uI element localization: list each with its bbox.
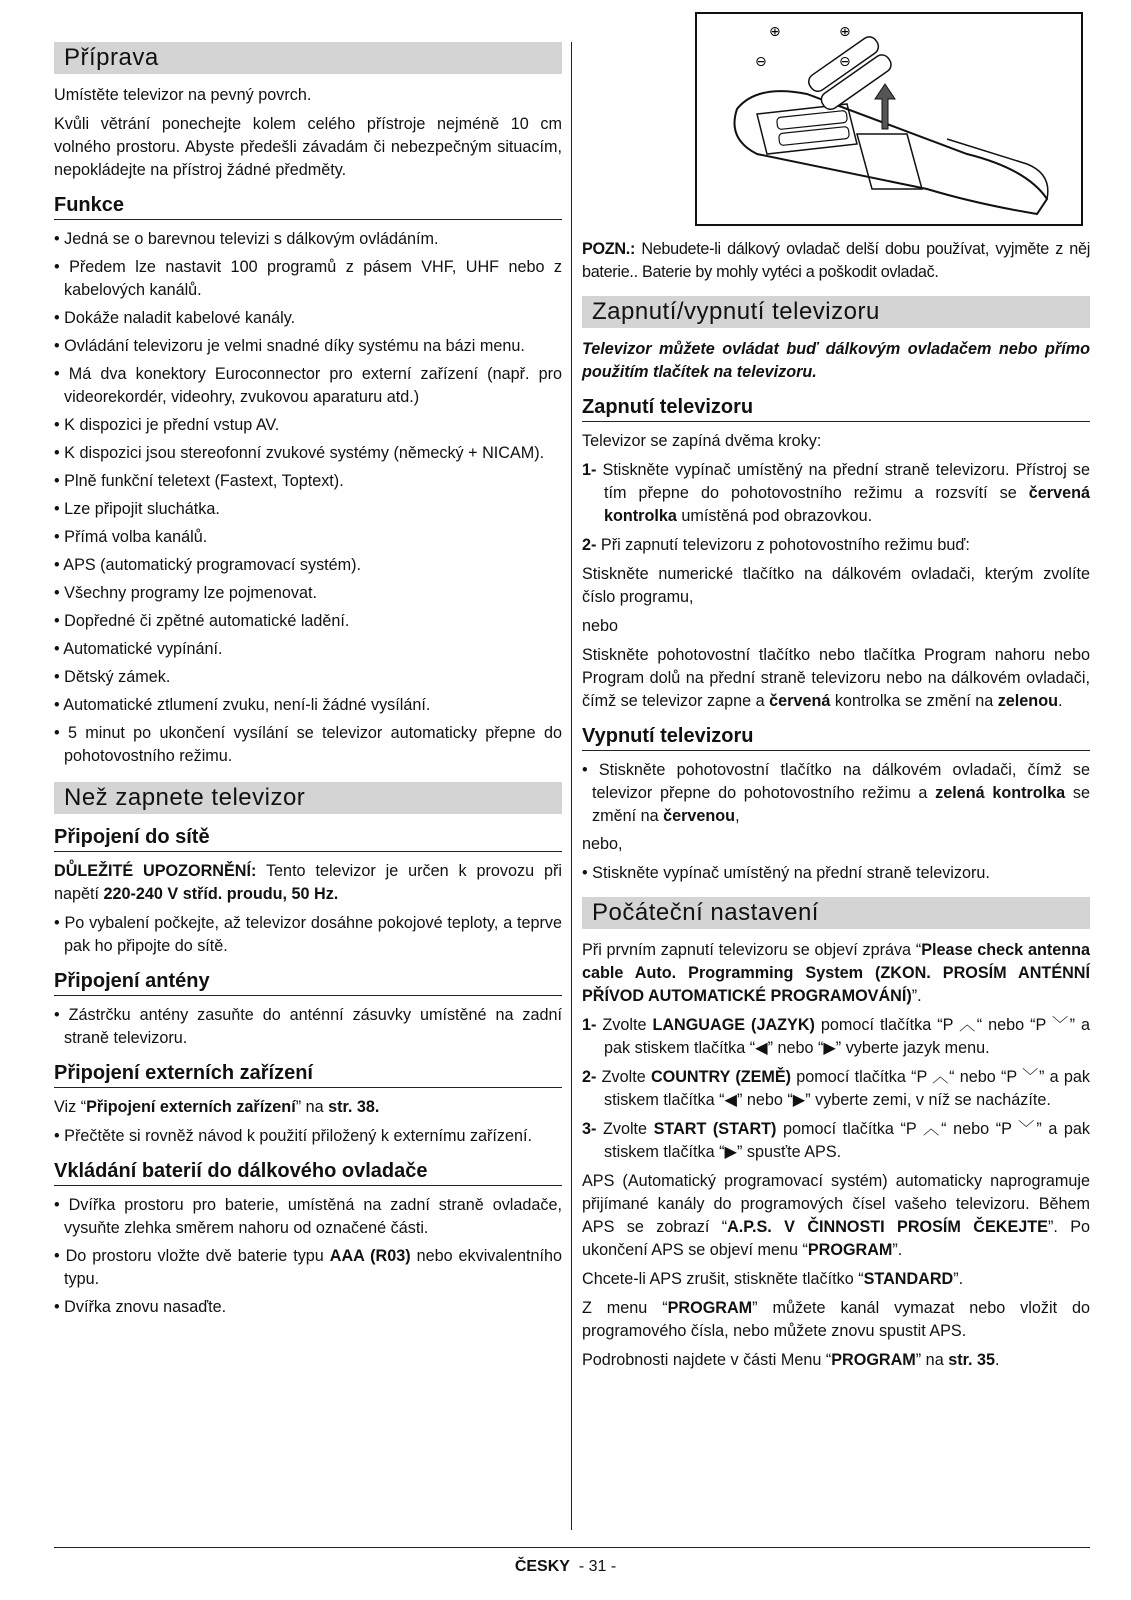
- list-item: • K dispozici je přední vstup AV.: [54, 414, 562, 437]
- list-item: • Plně funkční teletext (Fastext, Toptext).: [54, 470, 562, 493]
- intro-paragraph: Televizor můžete ovládat buď dálkovým ovladačem nebo přímo použitím tlačítek na televizoru.: [582, 340, 1090, 381]
- note-paragraph: POZN.: Nebudete-li dálkový ovladač delší dobu používat, vyjměte z něj baterie.. Baterie by mohly vytéci a poškodit ovladač.: [582, 240, 1090, 281]
- paragraph: Chcete-li APS zrušit, stiskněte tlačítko “STANDARD”.: [582, 1270, 964, 1288]
- list-item: • Předem lze nastavit 100 programů z pásem VHF, UHF nebo z kabelových kanálů.: [54, 256, 562, 302]
- list-item: • Má dva konektory Euroconnector pro externí zařízení (např. pro videorekordér, videohry, zvukovou aparaturu atd.): [54, 363, 562, 409]
- list-item: • Jedná se o barevnou televizi s dálkovým ovládáním.: [54, 228, 562, 251]
- svg-text:⊖: ⊖: [839, 54, 851, 70]
- paragraph: Stiskněte numerické tlačítko na dálkovém ovladači, kterým zvolíte číslo programu,: [582, 565, 1090, 606]
- list-item: • Dopředné či zpětné automatické ladění.: [54, 610, 562, 633]
- list-item: • Dvířka prostoru pro baterie, umístěná na zadní straně ovladače, vysuňte zlehka směrem nahoru od označené části.: [54, 1194, 562, 1240]
- footer-rule: [54, 1547, 1090, 1548]
- setup-step-1: 1- Zvolte LANGUAGE (JAZYK) pomocí tlačítka “P ︿“ nebo “P ﹀” a pak stiskem tlačítka “◀” nebo “▶” vyberte jazyk menu.: [582, 1016, 1090, 1057]
- section-title-pocatecni-nastaveni: Počáteční nastavení: [582, 897, 1090, 929]
- footer-language: ČESKY: [514, 1558, 570, 1575]
- paragraph: DŮLEŽITÉ UPOZORNĚNÍ: Tento televizor je určen k provozu při napětí 220-240 V stříd. proudu, 50 Hz.: [54, 862, 563, 903]
- list-item: • K dispozici jsou stereofonní zvukové systémy (německý + NICAM).: [54, 442, 562, 465]
- section-title-nez-zapnete: Než zapnete televizor: [54, 782, 562, 814]
- subheading-pripojeni-anteny: Připojení antény: [54, 970, 562, 996]
- paragraph: Kvůli větrání ponechejte kolem celého přístroje nejméně 10 cm volného prostoru. Abyste předešli závadám či nebezpečným situacím, nepokládejte na přístroj žádné předměty.: [54, 115, 562, 179]
- section-title-priprava: Příprava: [54, 42, 562, 74]
- svg-text:⊕: ⊕: [769, 24, 781, 40]
- subheading-vypnuti: Vypnutí televizoru: [582, 725, 1090, 751]
- list-item: • Stiskněte vypínač umístěný na přední straně televizoru.: [582, 862, 1090, 885]
- step-1: 1- Stiskněte vypínač umístěný na přední straně televizoru. Přístroj se tím přepne do pohotovostního režimu a rozsvítí se červená kontrolka umístěná pod obrazovkou.: [582, 461, 1090, 525]
- setup-step-3: 3- Zvolte START (START) pomocí tlačítka “P ︿“ nebo “P ﹀” a pak stiskem tlačítka “▶” spusťte APS.: [582, 1120, 1091, 1161]
- subheading-baterie: Vkládání baterií do dálkového ovladače: [54, 1160, 562, 1186]
- list-item: • Všechny programy lze pojmenovat.: [54, 582, 562, 605]
- list-item: • Do prostoru vložte dvě baterie typu AAA (R03) nebo ekvivalentního typu.: [54, 1245, 562, 1291]
- setup-step-2: 2- Zvolte COUNTRY (ZEMĚ) pomocí tlačítka “P ︿“ nebo “P ﹀” a pak stiskem tlačítka “◀” nebo “▶” vyberte zemi, v níž se nacházíte.: [582, 1068, 1091, 1109]
- column-divider: [571, 42, 572, 1530]
- list-item: • Ovládání televizoru je velmi snadné díky systému na bázi menu.: [54, 335, 562, 358]
- svg-text:⊕: ⊕: [839, 24, 851, 40]
- list-item: • Přečtěte si rovněž návod k použití přiložený k externímu zařízení.: [54, 1125, 562, 1148]
- list-item: • Zástrčku antény zasuňte do anténní zásuvky umístěné na zadní straně televizoru.: [54, 1004, 562, 1050]
- subheading-pripojeni-site: Připojení do sítě: [54, 826, 562, 852]
- list-item: • APS (automatický programovací systém).: [54, 554, 562, 577]
- remote-battery-illustration: [695, 12, 1083, 226]
- baterie-list: [54, 1194, 562, 1319]
- paragraph: nebo,: [582, 835, 623, 853]
- paragraph: Umístěte televizor na pevný povrch.: [54, 86, 312, 104]
- section-title-zapnuti-vypnuti: Zapnutí/vypnutí televizoru: [582, 296, 1090, 328]
- list-item: • 5 minut po ukončení vysílání se televizor automaticky přepne do pohotovostního režimu.: [54, 722, 562, 768]
- paragraph: Viz “Připojení externích zařízení” na str. 38.: [54, 1098, 380, 1116]
- paragraph: Z menu “PROGRAM” můžete kanál vymazat nebo vložit do programového čísla, nebo můžete znovu spustit APS.: [582, 1299, 1090, 1340]
- remote-battery-insertion-illustration: [697, 14, 1081, 224]
- list-item: • Lze připojit sluchátka.: [54, 498, 562, 521]
- subheading-externi-zarizeni: Připojení externích zařízení: [54, 1062, 562, 1088]
- list-item: • Dokáže naladit kabelové kanály.: [54, 307, 562, 330]
- list-item: • Stiskněte pohotovostní tlačítko na dálkovém ovladači, čímž se televizor přepne do pohotovostního režimu a zelená kontrolka se změní na červenou,: [582, 759, 1090, 828]
- subheading-zapnuti: Zapnutí televizoru: [582, 396, 1090, 422]
- list-item: • Automatické vypínání.: [54, 638, 562, 661]
- subheading-funkce: Funkce: [54, 194, 562, 220]
- paragraph: Při prvním zapnutí televizoru se objeví zpráva “Please check antenna cable Auto. Programming System (ZKON. PROSÍM ANTÉNNÍ PŘÍVOD AUTOMATICKÉ PROGRAMOVÁNÍ)”.: [582, 941, 1091, 1005]
- list-item: • Po vybalení počkejte, až televizor dosáhne pokojové teploty, a teprve pak ho připojte do sítě.: [54, 912, 562, 958]
- list-item: • Dvířka znovu nasaďte.: [54, 1296, 562, 1319]
- paragraph: nebo: [582, 617, 619, 635]
- step-2: 2- Při zapnutí televizoru z pohotovostního režimu buď:: [582, 536, 970, 554]
- paragraph: Televizor se zapíná dvěma kroky:: [582, 432, 822, 450]
- list-item: • Přímá volba kanálů.: [54, 526, 562, 549]
- list-item: • Dětský zámek.: [54, 666, 562, 689]
- list-item: • Automatické ztlumení zvuku, není-li žádné vysílání.: [54, 694, 562, 717]
- paragraph: APS (Automatický programovací systém) automaticky naprogramuje přijímané kanály do programových čísel vašeho televizoru. Během APS se zobrazí “A.P.S. V ČINNOSTI PROSÍM ČEKEJTE”. Po ukončení APS se objeví menu “PROGRAM”.: [582, 1172, 1090, 1259]
- right-column: [582, 4, 1090, 1378]
- left-column: [54, 42, 562, 1324]
- svg-text:⊖: ⊖: [755, 54, 767, 70]
- paragraph: Podrobnosti najdete v části Menu “PROGRAM” na str. 35.: [582, 1351, 1000, 1369]
- warning-label: DŮLEŽITÉ UPOZORNĚNÍ:: [54, 862, 257, 880]
- page-footer: [0, 1558, 1131, 1576]
- funkce-list: [54, 228, 562, 768]
- paragraph: Stiskněte pohotovostní tlačítko nebo tlačítka Program nahoru nebo Program dolů na přední straně televizoru nebo na dálkovém ovladači, čímž se televizor zapne a červená kontrolka se změní na zelenou.: [582, 646, 1090, 710]
- page-number: - 31 -: [578, 1558, 617, 1575]
